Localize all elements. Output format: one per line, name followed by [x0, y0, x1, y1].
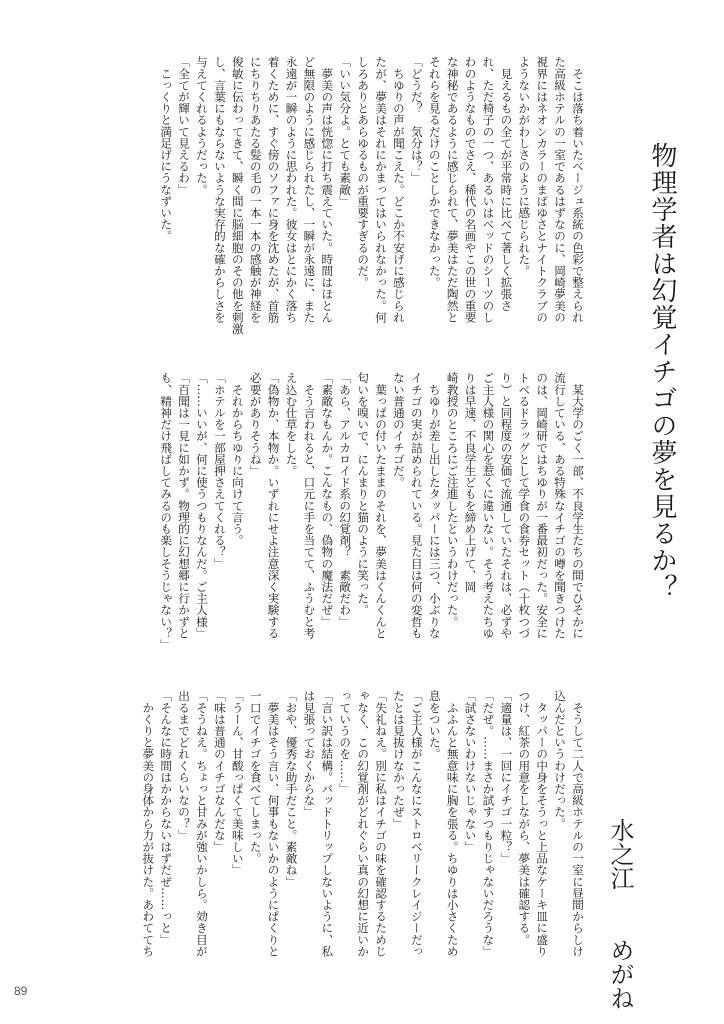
text-line: 必要がありそうね」: [248, 372, 263, 477]
text-line: 見えるもの全てが平常時に比べて著しく拡張さ: [499, 56, 514, 312]
text-line: 「あら、アルカロイド系の幻覚剤？ 素敵だわ」: [338, 372, 353, 628]
text-line: た高級ホテルの一室であるはずなのに、岡崎夢美の: [553, 56, 568, 323]
text-block-middle: [66, 372, 586, 672]
text-line: 俊敏に伝わってきて、瞬く間に脳細胞のその他を刺激: [230, 56, 245, 335]
text-block-bottom: [141, 690, 586, 990]
page-number: 89: [14, 984, 28, 998]
text-line: 「偽物か、本物か。いずれにせよ注意深く実験する: [266, 372, 281, 639]
text-line: ちゆりの声が聞こえた。どこか不安げに感じられ: [391, 56, 406, 323]
text-line: それらを見るだけのことしかできなかった。: [427, 56, 442, 288]
text-line: 「試さないわけないじゃない」: [463, 690, 478, 853]
text-line: 息をついた。: [427, 690, 442, 760]
text-line: 「いい気分よ。とても素敵」: [338, 56, 353, 207]
text-line: 「どうだ？ 気分は？」: [409, 56, 424, 184]
text-line: トベるドラッグとして学食の食券セット（十枚つづ: [517, 372, 532, 639]
text-line: も、精神だけ飛ばしてみるのも楽しそうじゃない？」: [159, 372, 174, 651]
author-given-name: めがね: [606, 938, 634, 1010]
text-line: 込んだというわけだった。: [553, 690, 568, 830]
text-line: りは早速、不良学生どもを締め上げて、岡: [463, 372, 478, 593]
text-line: ど無限のように感じられたし、一瞬が永遠に、また: [302, 56, 317, 323]
text-line: り）と同程度の安価で流通していたそれは、必ずや: [499, 372, 514, 639]
text-line: たが、夢美はそれにかまってはいられなかった。何: [374, 56, 389, 323]
text-line: 一口でイチゴを食べてしまった。: [248, 690, 263, 864]
text-line: 「味は普通のイチゴなんだな」: [212, 690, 227, 853]
text-line: そこは落ち着いたベージュ系統の色彩で整えられ: [571, 56, 585, 323]
text-line: 出るまでどれくらいなの？」: [177, 690, 192, 841]
text-line: そうして二人で高級ホテルの一室に昼間からしけ: [571, 690, 585, 957]
text-line: かくりと夢美の身体から力が抜けた。あわててち: [141, 690, 156, 957]
text-line: そう言われると、口元に手を当てて、ふうむと考: [302, 372, 317, 639]
text-line: たとは見抜けなかったぜ」: [391, 690, 406, 830]
text-line: 視界にはネオンカラーのまばゆさとナイトクラブの: [535, 56, 550, 323]
text-line: 崎教授のところにご注進したというわけだった。: [445, 372, 460, 628]
text-line: のは、岡崎研ではちゆりが一番最初だった。安全に: [535, 372, 550, 639]
text-line: それからちゆりに向けて言う。: [230, 372, 245, 546]
text-line: 「うーん、甘酸っぱくて美味しい」: [230, 690, 245, 876]
text-line: わのようなものでさえ、稀代の名画やこの世の重要: [463, 56, 478, 323]
text-line: 某大学のごく一部、不良学生たちの間でひそかに: [571, 372, 585, 639]
text-line: 「適量は、一回にイチゴ一粒？」: [499, 690, 514, 864]
text-line: しろありとあらゆるものが重要すぎるのだ。: [356, 56, 371, 288]
text-line: 夢美の声は恍惚に打ち震えていた。時間はほとん: [320, 56, 335, 323]
text-line: 流行している、ある特殊なイチゴの噂を聞きつけた: [553, 372, 568, 639]
text-line: 「そうねえ。ちょっと甘みが強いかしら。効き目が: [194, 690, 209, 957]
text-line: ない普通のイチゴだ。: [391, 372, 406, 488]
text-line: にちりちりあたる髪の毛の一本一本の感触が神経を: [248, 56, 263, 323]
text-line: な神秘であるように感じられて、夢美はただ陶然と: [445, 56, 460, 323]
author-family-name: 水之江: [606, 818, 634, 890]
text-line: ちゆりが差し出したタッパーには三つ、小ぶりな: [427, 372, 442, 639]
text-line: 「百聞は一見に如かず。物理的に幻想郷に行かずと: [177, 372, 192, 639]
text-line: 「ホテルを一部屋押さえてくれる？」: [212, 372, 227, 570]
text-line: 「だぜ。……まさか試すつもりじゃないだろうな」: [481, 690, 496, 957]
text-line: 与えてくれるようだった。: [194, 56, 209, 196]
text-line: れ、ただ椅子の一つ、あるいはベッドのシーツのし: [481, 56, 496, 323]
text-line: 「失礼ねえ。別に私はイチゴの味を確認するためじ: [374, 690, 389, 957]
text-line: 「おや、優秀な助手だこと。素敵ね」: [284, 690, 299, 888]
text-line: 夢美はそう言い、何事もないかのようにぱくりと: [266, 690, 281, 957]
text-line: 「言い訳は結構。バッドトリップしないように、私: [320, 690, 335, 957]
text-line: ふふんと無意味に胸を張る。ちゆりは小さくため: [445, 690, 460, 957]
text-line: こっくりと満足げにうなずいた。: [159, 56, 174, 242]
text-line: ゃなく、この幻覚剤がどれぐらい真の幻想に近いか: [356, 690, 371, 957]
text-line: は見張っておくからな」: [302, 690, 317, 818]
text-line: つけ、紅茶の用意をしながら、夢美は確認する。: [517, 690, 532, 946]
text-line: え込む仕草をした。: [284, 372, 299, 477]
story-title: 物理学者は幻覚イチゴの夢を見るか？: [647, 142, 677, 601]
text-line: し、言葉にもならないような実存的な確からしさを: [212, 56, 227, 323]
text-line: ご主人様の関心を惹くに違いない。そう考えたちゆ: [481, 372, 496, 639]
text-line: 匂いを嗅いで、にんまりと猫のように笑った。: [356, 372, 371, 616]
text-line: 葉っぱの付いたままのそれを、夢美はくんくんと: [374, 372, 389, 639]
text-line: 着くために、すぐ傍のソファに身を沈めたが、首筋: [266, 56, 281, 323]
text-line: 「ご主人様がこんなにストロベリークレイジーだっ: [409, 690, 424, 957]
text-block-top: [66, 56, 586, 356]
text-line: タッパーの中身をそうっと上品なケーキ皿に盛り: [535, 690, 550, 957]
text-line: 「全てが輝いて見えるわ」: [177, 56, 192, 196]
text-line: っていうのを……」: [338, 690, 353, 795]
text-line: 「そんなに時間はかからないはずだぜ……っと」: [159, 690, 174, 946]
text-line: 「……いいが、何に使うつもりなんだ。ご主人様」: [194, 372, 209, 639]
text-line: 「素敵なもんか。こんなもの、偽物の魔法だぜ」: [320, 372, 335, 628]
text-line: イチゴの実が詰められている。見た目は何の変哲も: [409, 372, 424, 639]
text-line: 永遠が一瞬のように思われた。彼女はとにかく落ち: [284, 56, 299, 323]
author-name: [598, 818, 638, 1010]
text-line: ようないかがわしさのように感じられた。: [517, 56, 532, 277]
